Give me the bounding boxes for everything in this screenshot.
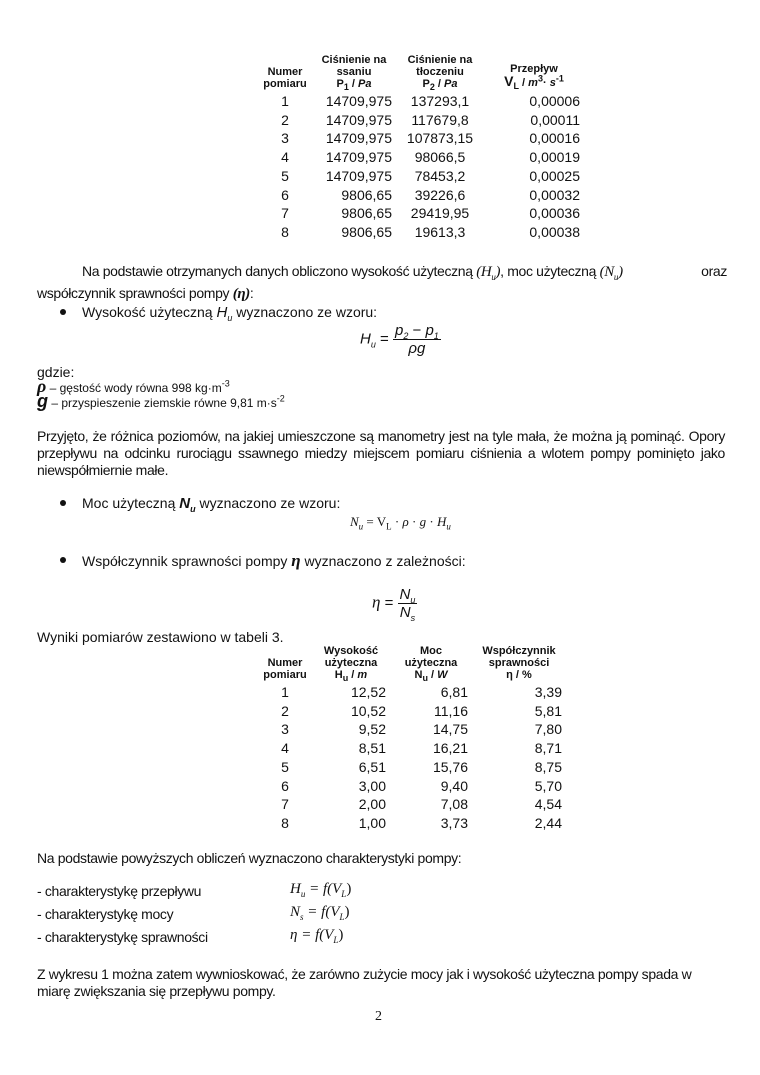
cell-efficiency: 3,39 [534, 684, 562, 700]
cell-discharge-pressure: 137293,1 [410, 93, 470, 109]
cell-measurement-number: 6 [281, 777, 289, 794]
characteristic-label: - charakterystykę mocy [37, 906, 174, 922]
table-row [258, 167, 584, 186]
results-intro: Wyniki pomiarów zestawiono w tabeli 3. [37, 629, 284, 645]
cell-efficiency: 5,81 [534, 702, 562, 719]
table-row [258, 111, 584, 130]
cell-useful-head: 1,00 [358, 814, 386, 831]
header-discharge-pressure: Ciśnienie na tłoczeniu $P_2$ / Pa [407, 54, 473, 93]
table-row [258, 777, 566, 796]
header-useful-power: Moc użyteczna $N_u$ / W [404, 645, 458, 684]
cell-efficiency: 8,75 [534, 758, 562, 775]
pressure-flow-table [258, 54, 584, 242]
header-suction-pressure: Ciśnienie na ssaniu $P_1$ / Pa [321, 54, 387, 93]
header-useful-head: Wysokość użyteczna $H_u$ / m [323, 645, 379, 684]
cell-useful-head: 2,00 [358, 796, 386, 813]
table-row [258, 739, 566, 758]
cell-flow-rate: 0,00016 [529, 130, 580, 147]
cell-useful-head: 9,52 [358, 721, 386, 738]
cell-flow-rate: 0,00025 [529, 167, 580, 184]
cell-measurement-number: 5 [281, 167, 289, 184]
cell-suction-pressure: 14709,975 [325, 93, 392, 109]
formula-useful-head: $H_u$ = $\frac{p_2 - p_1}{\rho g}$ [360, 322, 439, 357]
cell-useful-head: 3,00 [358, 777, 386, 794]
page-number: 2 [375, 1009, 382, 1024]
cell-measurement-number: 8 [281, 223, 289, 240]
assumptions-paragraph: Przyjęto, że różnica poziomów, na jakiej umieszczone są manometry jest na tyle mała, że można ją pominąć. Opory przepływu na odcinku rurociągu ssawnego miedzy miejscem pomiaru ciśnienia a wlotem pompy pominięto jako niewspółmiernie małe. [37, 428, 725, 478]
table-row [258, 204, 584, 223]
table-header-row [258, 645, 566, 683]
cell-measurement-number: 4 [281, 740, 289, 757]
cell-useful-head: 6,51 [358, 758, 386, 775]
cell-useful-head: 8,51 [358, 740, 386, 757]
cell-flow-rate: 0,00038 [529, 223, 580, 240]
table-row [258, 683, 566, 702]
cell-measurement-number: 7 [281, 796, 289, 813]
cell-discharge-pressure: 19613,3 [414, 223, 466, 240]
table-row [258, 702, 566, 721]
cell-suction-pressure: 14709,975 [325, 149, 392, 166]
cell-measurement-number: 1 [281, 684, 289, 700]
cell-useful-power: 15,76 [432, 758, 468, 775]
formula-efficiency: η = $\frac{N_u}{N_s}$ [372, 586, 416, 623]
cell-flow-rate: 0,00036 [529, 205, 580, 222]
cell-discharge-pressure: 39226,6 [414, 186, 466, 203]
bullet-icon [60, 500, 66, 506]
cell-measurement-number: 8 [281, 814, 289, 831]
characteristic-label: - charakterystykę sprawności [37, 929, 208, 945]
cell-measurement-number: 5 [281, 758, 289, 775]
cell-measurement-number: 3 [281, 721, 289, 738]
table-row [258, 720, 566, 739]
header-measurement-number: Numer pomiaru [263, 657, 307, 681]
characteristics-intro: Na podstawie powyższych obliczeń wyznaczono charakterystyki pompy: [37, 850, 462, 866]
cell-flow-rate: 0,00019 [529, 149, 580, 166]
cell-discharge-pressure: 29419,95 [410, 205, 470, 222]
cell-suction-pressure: 14709,975 [325, 111, 392, 128]
table-row [258, 223, 584, 242]
table-row [258, 795, 566, 814]
conclusion-paragraph: Z wykresu 1 można zatem wywnioskować, że zarówno zużycie mocy jak i wysokość użyteczna pompy spada w miarę zwiększania się przepływu pompy. [37, 966, 692, 999]
cell-discharge-pressure: 107873,15 [406, 130, 474, 147]
cell-suction-pressure: 14709,975 [325, 167, 392, 184]
where-item-density: ρ – gęstość wody równa 998 $kg\cdot m^{-3}$ [37, 376, 230, 396]
cell-discharge-pressure: 98066,5 [414, 149, 466, 166]
characteristic-formula: $N_s = f(V_L)$ [290, 904, 350, 922]
cell-useful-power: 16,21 [432, 740, 468, 757]
cell-useful-power: 9,40 [440, 777, 468, 794]
where-item-gravity: g – przyspieszenie ziemskie równe 9,81 $m\cdot s^{-2}$ [37, 391, 285, 411]
cell-efficiency: 4,54 [534, 796, 562, 813]
bullet-icon [60, 557, 66, 563]
cell-measurement-number: 3 [281, 130, 289, 147]
table-row [258, 129, 584, 148]
intro-paragraph: Na podstawie otrzymanych danych obliczono wysokość użyteczną $(H_u)$, moc użyteczną $(N_u)$ oraz współczynnik sprawności pompy (η): [37, 263, 727, 302]
cell-measurement-number: 6 [281, 186, 289, 203]
where-label: gdzie: [37, 364, 75, 380]
cell-measurement-number: 7 [281, 205, 289, 222]
cell-flow-rate: 0,00032 [529, 186, 580, 203]
cell-efficiency: 5,70 [534, 777, 562, 794]
table-row [258, 814, 566, 833]
results-table [258, 645, 566, 833]
cell-flow-rate: 0,00006 [529, 93, 580, 109]
cell-useful-head: 12,52 [350, 684, 386, 700]
cell-useful-head: 10,52 [350, 702, 386, 719]
cell-suction-pressure: 14709,975 [325, 130, 392, 147]
cell-useful-power: 11,16 [434, 702, 468, 719]
cell-suction-pressure: 9806,65 [341, 186, 392, 203]
cell-flow-rate: 0,00011 [530, 111, 580, 128]
cell-measurement-number: 2 [281, 702, 289, 719]
formula-useful-power: $N_u = V_L \cdot \rho \cdot g \cdot H_u$ [350, 514, 451, 532]
cell-suction-pressure: 9806,65 [341, 223, 392, 240]
cell-suction-pressure: 9806,65 [341, 205, 392, 222]
header-flow-rate: Przepływ $V_L / m^3\cdot s^{-1}$ [504, 63, 564, 92]
cell-useful-power: 14,75 [432, 721, 468, 738]
cell-measurement-number: 2 [281, 111, 289, 128]
cell-useful-power: 6,81 [440, 684, 468, 700]
cell-efficiency: 8,71 [534, 740, 562, 757]
table-row [258, 148, 584, 167]
table-header-row [258, 54, 584, 92]
characteristic-formula: $\eta = f(V_L)$ [290, 927, 344, 945]
cell-efficiency: 2,44 [534, 814, 562, 831]
bullet-efficiency: Współczynnik sprawności pompy η wyznaczono z zależności: [82, 551, 466, 570]
header-measurement-number: Numer pomiaru [263, 66, 307, 90]
header-efficiency: Współczynnik sprawności η / % [482, 645, 556, 681]
table-row [258, 186, 584, 205]
table-row [258, 758, 566, 777]
characteristic-formula: $H_u = f(V_L)$ [290, 881, 352, 899]
cell-efficiency: 7,80 [534, 721, 562, 738]
cell-measurement-number: 4 [281, 149, 289, 166]
table-row [258, 92, 584, 111]
cell-useful-power: 3,73 [440, 814, 468, 831]
cell-discharge-pressure: 117679,8 [411, 111, 469, 128]
cell-discharge-pressure: 78453,2 [414, 167, 466, 184]
bullet-useful-head: Wysokość użyteczną $H_u$ wyznaczono ze wzoru: [82, 304, 378, 323]
bullet-useful-power: Moc użyteczną $N_u$ wyznaczono ze wzoru: [82, 495, 341, 514]
cell-measurement-number: 1 [281, 93, 289, 109]
cell-useful-power: 7,08 [440, 796, 468, 813]
characteristic-label: - charakterystykę przepływu [37, 883, 202, 899]
bullet-icon [60, 309, 66, 315]
